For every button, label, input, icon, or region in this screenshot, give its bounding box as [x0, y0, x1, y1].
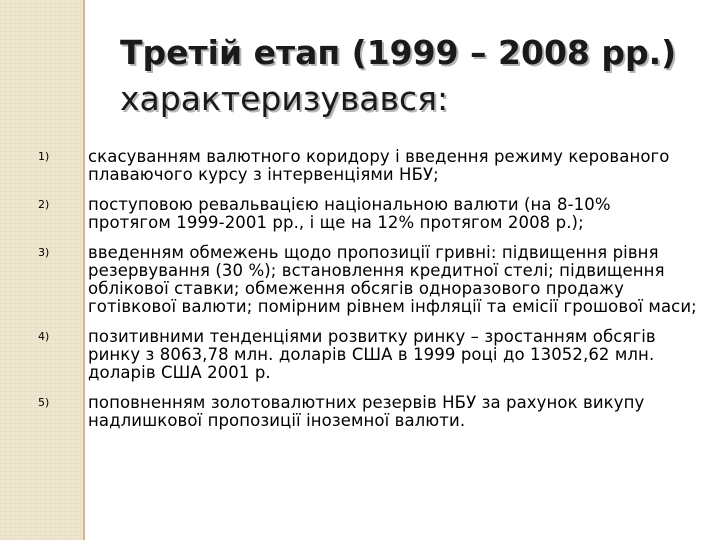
list-item-number: 5) — [38, 396, 50, 409]
list-item-number: 2) — [38, 198, 50, 211]
slide-title — [120, 30, 690, 122]
list-item-number: 4) — [38, 330, 50, 343]
list-item-number: 1) — [38, 150, 50, 163]
slide-title-bold: Третій етап (1999 – 2008 рр.) — [120, 33, 677, 72]
list-item — [38, 196, 698, 232]
numbered-list — [38, 148, 698, 442]
list-item-text: поповненням золотовалютних резервів НБУ за рахунок викупу надлишкової пропозиції іноземної валюти. — [88, 393, 645, 430]
list-item-text: поступовою ревальвацією національною валюти (на 8-10% протягом 1999-2001 рр., і ще на 12% протягом 2008 р.); — [88, 195, 611, 232]
list-item-text: позитивними тенденціями розвитку ринку – зростанням обсягів ринку з 8063,78 млн. доларів США в 1999 році до 13052,62 млн. доларів США 2001 р. — [88, 327, 656, 382]
list-item — [38, 244, 698, 316]
list-item — [38, 148, 698, 184]
list-item-number: 3) — [38, 246, 50, 259]
list-item-text: скасуванням валютного коридору і введення режиму керованого плаваючого курсу з інтервенціями НБУ; — [88, 147, 670, 184]
list-item — [38, 328, 698, 382]
slide-title-rest: характеризувався: — [120, 79, 449, 118]
list-item — [38, 394, 698, 430]
list-item-text: введенням обмежень щодо пропозиції гривні: підвищення рівня резервування (30 %); встановлення кредитної стелі; підвищення облікової ставки; обмеження обсягів одноразового продажу готівкової валюти; помірним рівнем інфляції та емісії грошової маси; — [88, 243, 697, 316]
